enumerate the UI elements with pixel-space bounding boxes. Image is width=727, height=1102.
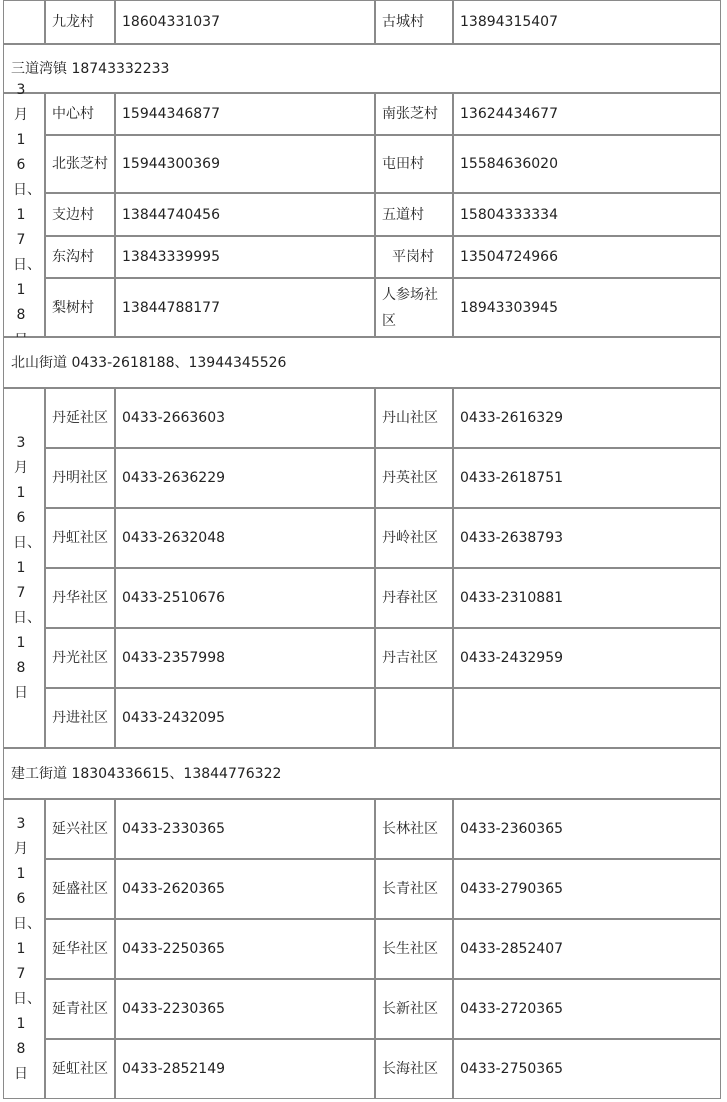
village-name: 五道村	[375, 193, 453, 236]
phone-number: 0433-2663603	[115, 388, 375, 448]
section-header: 建工街道 18304336615、13844776322	[3, 748, 721, 799]
phone-number: 13504724966	[453, 236, 721, 278]
village-name: 南张芝村	[375, 93, 453, 135]
phone-number: 18943303945	[453, 278, 721, 337]
phone-number: 15944346877	[115, 93, 375, 135]
village-name: 古城村	[375, 0, 453, 44]
village-name: 长新社区	[375, 979, 453, 1039]
village-name: 人参场社区	[375, 278, 453, 337]
phone-number: 0433-2230365	[115, 979, 375, 1039]
village-name: 中心村	[45, 93, 115, 135]
date-cell	[3, 81, 45, 337]
phone-number: 0433-2310881	[453, 568, 721, 628]
village-name: 丹春社区	[375, 568, 453, 628]
phone-number	[453, 688, 721, 748]
village-name: 长青社区	[375, 859, 453, 919]
phone-number: 0433-2618751	[453, 448, 721, 508]
village-name: 丹华社区	[45, 568, 115, 628]
village-name: 延青社区	[45, 979, 115, 1039]
phone-number: 13894315407	[453, 0, 721, 44]
section-header: 三道湾镇 18743332233	[3, 44, 721, 93]
village-name: 屯田村	[375, 135, 453, 193]
date-text: 3月16日、17日、18日	[13, 815, 41, 1082]
phone-number: 0433-2432095	[115, 688, 375, 748]
village-name: 丹岭社区	[375, 508, 453, 568]
phone-number: 18604331037	[115, 0, 375, 44]
village-name: 北张芝村	[45, 135, 115, 193]
phone-number: 13624434677	[453, 93, 721, 135]
village-name: 长林社区	[375, 799, 453, 859]
phone-number: 0433-2616329	[453, 388, 721, 448]
phone-number: 0433-2750365	[453, 1039, 721, 1099]
phone-number: 0433-2636229	[115, 448, 375, 508]
phone-number: 15584636020	[453, 135, 721, 193]
village-name: 梨树村	[45, 278, 115, 337]
phone-number: 13843339995	[115, 236, 375, 278]
section-header: 北山街道 0433-2618188、13944345526	[3, 337, 721, 388]
phone-number: 0433-2852407	[453, 919, 721, 979]
village-name: 平岗村	[375, 236, 453, 278]
date-text: 3月16日、17日、18	[13, 81, 41, 323]
village-name: 丹山社区	[375, 388, 453, 448]
phone-number: 13844788177	[115, 278, 375, 337]
phone-number: 15804333334	[453, 193, 721, 236]
village-name: 丹明社区	[45, 448, 115, 508]
village-name: 丹虹社区	[45, 508, 115, 568]
village-name: 丹进社区	[45, 688, 115, 748]
village-name: 丹光社区	[45, 628, 115, 688]
village-name: 延盛社区	[45, 859, 115, 919]
phone-number: 0433-2790365	[453, 859, 721, 919]
village-name: 丹英社区	[375, 448, 453, 508]
date-cell	[3, 799, 45, 1099]
phone-number: 0433-2357998	[115, 628, 375, 688]
village-name: 长海社区	[375, 1039, 453, 1099]
village-name: 东沟村	[45, 236, 115, 278]
phone-number: 0433-2510676	[115, 568, 375, 628]
village-name: 长生社区	[375, 919, 453, 979]
phone-number: 13844740456	[115, 193, 375, 236]
village-name: 九龙村	[45, 0, 115, 44]
date-text: 3月16日、17日、18日	[13, 434, 41, 701]
phone-number: 0433-2720365	[453, 979, 721, 1039]
village-name: 支边村	[45, 193, 115, 236]
phone-number: 0433-2632048	[115, 508, 375, 568]
village-name: 延虹社区	[45, 1039, 115, 1099]
phone-number: 0433-2250365	[115, 919, 375, 979]
village-name	[375, 688, 453, 748]
phone-number: 0433-2638793	[453, 508, 721, 568]
phone-number: 0433-2620365	[115, 859, 375, 919]
phone-number: 0433-2852149	[115, 1039, 375, 1099]
village-name: 丹延社区	[45, 388, 115, 448]
phone-number: 0433-2330365	[115, 799, 375, 859]
date-cell	[3, 388, 45, 748]
phone-number: 15944300369	[115, 135, 375, 193]
village-name: 延兴社区	[45, 799, 115, 859]
date-cell	[3, 0, 45, 44]
village-name: 丹吉社区	[375, 628, 453, 688]
village-name: 延华社区	[45, 919, 115, 979]
phone-number: 0433-2360365	[453, 799, 721, 859]
phone-number: 0433-2432959	[453, 628, 721, 688]
